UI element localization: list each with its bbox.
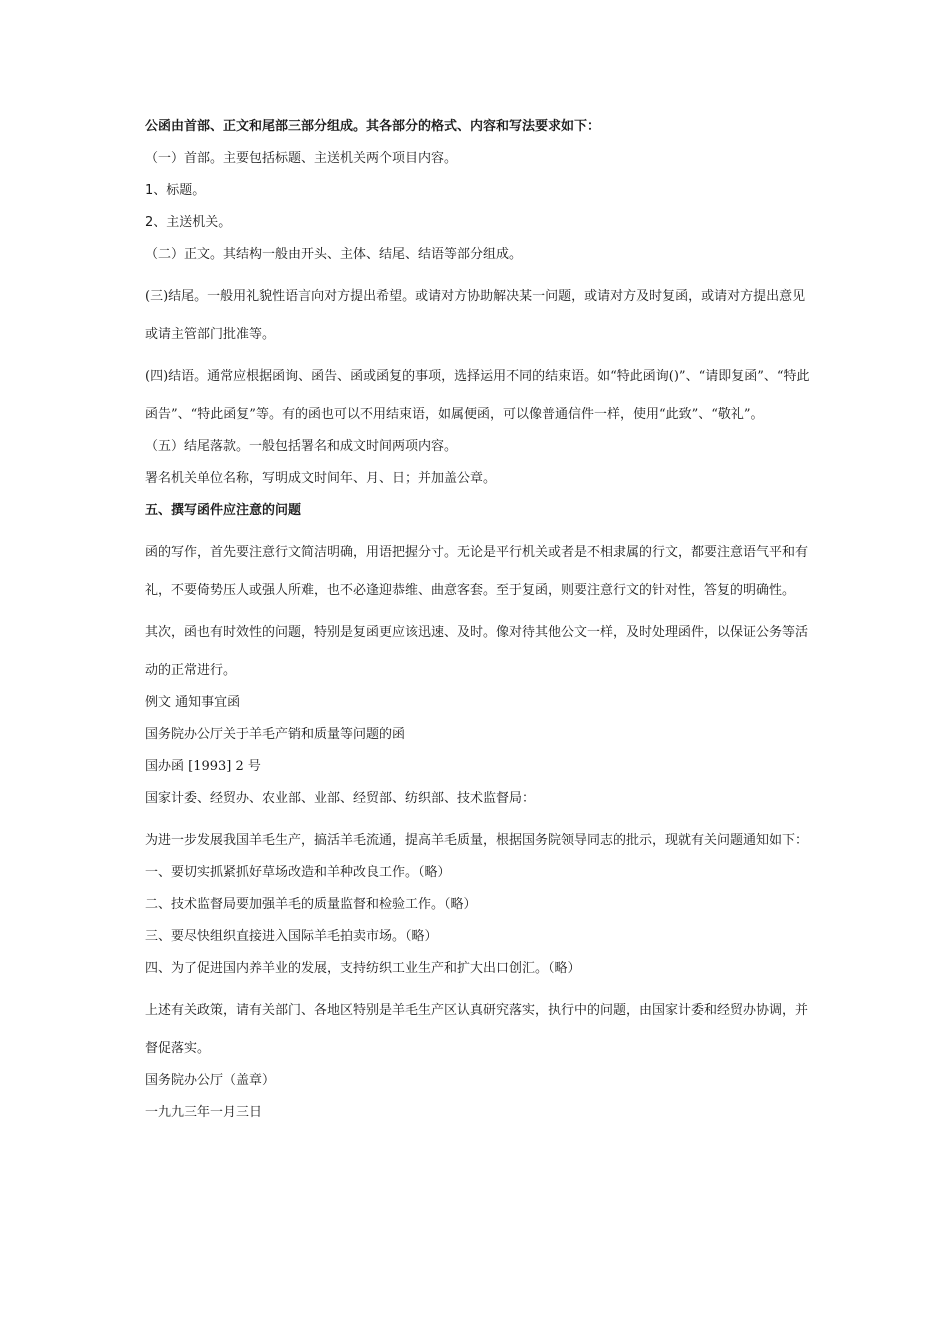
section-body-part: （二）正文。其结构一般由开头、主体、结尾、结语等部分组成。 [145,247,523,262]
example-intro: 为进一步发展我国羊毛生产，搞活羊毛流通，提高羊毛质量，根据国务院领导同志的批示，现就有关问题通知如下： [145,833,809,848]
section-signature: （五）结尾落款。一般包括署名和成文时间两项内容。 [145,439,458,454]
example-title: 国务院办公厅关于羊毛产销和质量等问题的函 [145,727,406,742]
item-title: 1、标题。 [145,183,206,198]
example-item-1: 一、要切实抓紧抓好草场改造和羊种改良工作。（略） [145,865,451,880]
example-item-3: 三、要尽快组织直接进入国际羊毛拍卖市场。（略） [145,929,438,944]
signature-note: 署名机关单位名称，写明成文时间年、月、日；并加盖公章。 [145,471,497,486]
section-five-heading: 五、撰写函件应注意的问题 [145,503,302,518]
example-doc-number: 国办函 [1993] 2 号 [145,759,261,774]
document-body [145,118,810,1136]
example-conclusion: 上述有关政策，请有关部门、各地区特别是羊毛生产区认真研究落实，执行中的问题，由国家计委和经贸办协调，并督促落实。 [145,1003,809,1056]
writing-advice-1: 函的写作，首先要注意行文简洁明确，用语把握分寸。无论是平行机关或者是不相隶属的行文，都要注意语气平和有礼，不要倚势压人或强人所难，也不必逢迎恭维、曲意客套。至于复函，则要注意行文的针对性，答复的明确性。 [145,545,809,598]
example-date: 一九九三年一月三日 [145,1105,263,1120]
section-ending: (三)结尾。一般用礼貌性语言向对方提出希望。或请对方协助解决某一问题，或请对方及时复函，或请对方提出意见或请主管部门批准等。 [145,289,806,342]
intro-heading: 公函由首部、正文和尾部三部分组成。其各部分的格式、内容和写法要求如下： [145,119,601,134]
example-recipients: 国家计委、经贸办、农业部、业部、经贸部、纺织部、技术监督局： [145,791,536,806]
example-item-2: 二、技术监督局要加强羊毛的质量监督和检验工作。（略） [145,897,477,912]
example-label: 例文 通知事宜函 [145,695,241,710]
writing-advice-2: 其次，函也有时效性的问题，特别是复函更应该迅速、及时。像对待其他公文一样，及时处理函件，以保证公务等活动的正常进行。 [145,625,809,678]
item-recipient: 2、主送机关。 [145,215,232,230]
example-item-4: 四、为了促进国内养羊业的发展，支持纺织工业生产和扩大出口创汇。（略） [145,961,581,976]
example-sender: 国务院办公厅（盖章） [145,1073,276,1088]
section-header-part: （一）首部。主要包括标题、主送机关两个项目内容。 [145,151,458,166]
section-closing-words: (四)结语。通常应根据函询、函告、函或函复的事项，选择运用不同的结束语。如“特此函询()”、“请即复函”、“特此函告”、“特此函复”等。有的函也可以不用结束语，如属便函，可以像普通信件一样，使用“此致”、“敬礼”。 [145,369,810,422]
